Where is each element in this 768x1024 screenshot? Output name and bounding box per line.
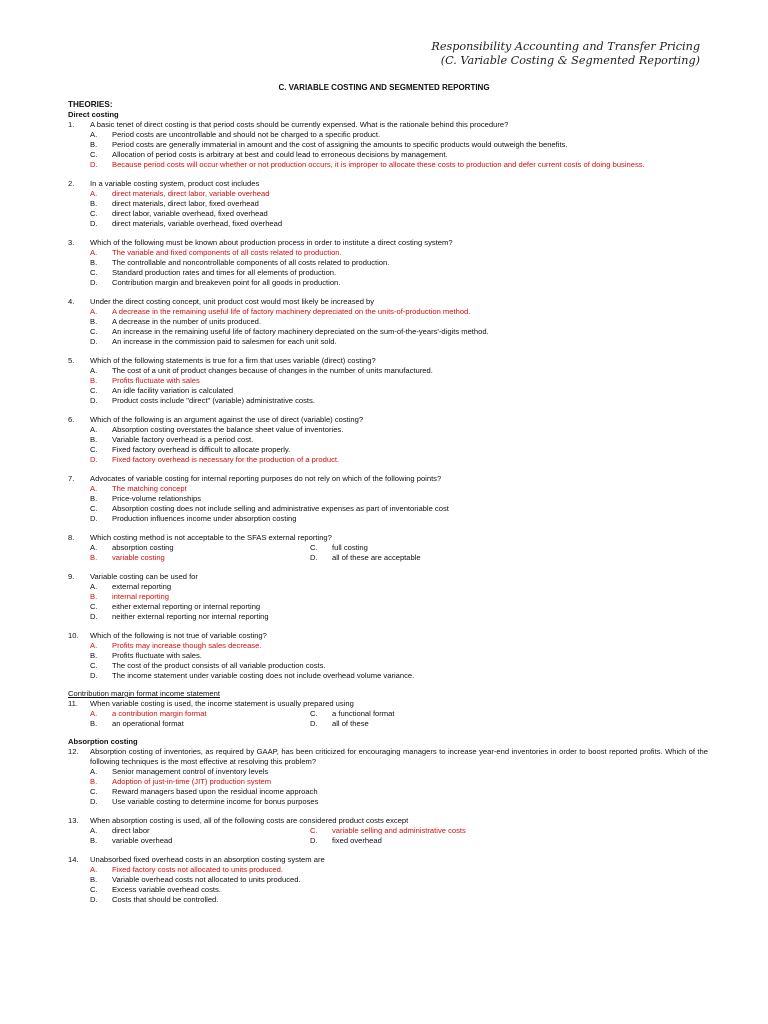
option <box>90 612 708 622</box>
option <box>90 150 708 160</box>
answer-option <box>310 826 708 836</box>
option-letter: A. <box>90 826 98 835</box>
option-letter: A. <box>90 189 98 198</box>
option-text: direct materials, variable overhead, fixed overhead <box>112 219 283 228</box>
option <box>90 836 310 846</box>
question-text: Which of the following is an argument against the use of direct (variable) costing? <box>90 415 364 424</box>
option-letter: B. <box>90 553 98 562</box>
option-text: Profits fluctuate with sales. <box>112 651 202 660</box>
option-letter: C. <box>310 826 318 835</box>
question-11 <box>68 699 708 729</box>
option <box>90 651 708 661</box>
option-text: fixed overhead <box>332 836 382 845</box>
option-text: direct materials, direct labor, fixed overhead <box>112 199 259 208</box>
option-text: Variable factory overhead is a period cost. <box>112 435 254 444</box>
option <box>90 787 708 797</box>
option-letter: D. <box>90 895 98 904</box>
option-letter: C. <box>90 209 98 218</box>
option-text: either external reporting or internal reporting <box>112 602 261 611</box>
option <box>90 602 708 612</box>
option <box>90 209 708 219</box>
option-text: all of these are acceptable <box>332 553 421 562</box>
option-letter: B. <box>90 317 98 326</box>
option-letter: C. <box>90 504 98 513</box>
option-text: An idle facility variation is calculated <box>112 386 234 395</box>
option-text: variable costing <box>112 553 165 562</box>
option-letter: D. <box>90 160 98 169</box>
option <box>90 504 708 514</box>
option-text: Because period costs will occur whether or not production occurs, it is improper to allocate these costs to production and defer current costs of doing business. <box>112 160 645 169</box>
question-5 <box>68 356 708 406</box>
option-letter: B. <box>90 140 98 149</box>
option-text: neither external reporting nor internal reporting <box>112 612 269 621</box>
option-letter: C. <box>90 327 98 336</box>
option <box>90 435 708 445</box>
option <box>90 767 708 777</box>
option <box>90 885 708 895</box>
option-text: Reward managers based upon the residual income approach <box>112 787 318 796</box>
option <box>90 327 708 337</box>
option-letter: B. <box>90 376 98 385</box>
option-letter: C. <box>90 386 98 395</box>
option-letter: B. <box>90 592 98 601</box>
option <box>90 445 708 455</box>
header-line-1: Responsibility Accounting and Transfer Pricing <box>431 40 700 53</box>
option-letter: A. <box>90 865 98 874</box>
options-grid <box>68 709 708 729</box>
question-number: 1. <box>68 120 75 129</box>
option-letter: A. <box>90 641 98 650</box>
option-text: A decrease in the number of units produced. <box>112 317 262 326</box>
option-letter: A. <box>90 543 98 552</box>
option-text: Contribution margin and breakeven point for all goods in production. <box>112 278 341 287</box>
question-12 <box>68 747 708 807</box>
option <box>310 719 708 729</box>
option-letter: A. <box>90 425 98 434</box>
option-letter: A. <box>90 582 98 591</box>
option <box>310 709 708 719</box>
option <box>90 258 708 268</box>
option-text: Price-volume relationships <box>112 494 202 503</box>
question-text: Unabsorbed fixed overhead costs in an absorption costing system are <box>90 855 325 864</box>
option-text: Allocation of period costs is arbitrary at best and could lead to erroneous decisions by management. <box>112 150 448 159</box>
answer-option <box>90 865 708 875</box>
question-text: When absorption costing is used, all of the following costs are considered product costs except <box>90 816 409 825</box>
answer-option <box>90 641 708 651</box>
question-text: Which of the following is not true of variable costing? <box>90 631 267 640</box>
question-number: 10. <box>68 631 79 640</box>
question-number: 3. <box>68 238 75 247</box>
answer-option <box>90 189 708 199</box>
question-number: 12. <box>68 747 79 756</box>
option <box>90 494 708 504</box>
option-letter: B. <box>90 258 98 267</box>
option <box>310 836 708 846</box>
option <box>90 317 708 327</box>
option-letter: C. <box>90 150 98 159</box>
question-text: Under the direct costing concept, unit product cost would most likely be increased by <box>90 297 375 306</box>
question-10 <box>68 631 708 681</box>
option-letter: B. <box>90 719 98 728</box>
option <box>90 797 708 807</box>
question-1 <box>68 120 708 170</box>
option-text: variable overhead <box>112 836 173 845</box>
option-text: Fixed factory costs not allocated to units produced. <box>112 865 283 874</box>
option-text: absorption costing <box>112 543 174 552</box>
option-text: Product costs include "direct" (variable) administrative costs. <box>112 396 315 405</box>
question-number: 5. <box>68 356 75 365</box>
answer-option <box>90 376 708 386</box>
option-text: The controllable and noncontrollable components of all costs related to production. <box>112 258 390 267</box>
option <box>310 553 708 563</box>
option-text: external reporting <box>112 582 172 591</box>
option-letter: B. <box>90 651 98 660</box>
option <box>90 396 708 406</box>
option-letter: B. <box>90 494 98 503</box>
option-letter: D. <box>90 514 98 523</box>
option <box>90 366 708 376</box>
option-letter: D. <box>310 719 318 728</box>
option-text: Profits fluctuate with sales <box>112 376 200 385</box>
option-letter: B. <box>90 199 98 208</box>
option-letter: B. <box>90 875 98 884</box>
question-text: Which of the following statements is true for a firm that uses variable (direct) costing? <box>90 356 376 365</box>
question-8 <box>68 533 708 563</box>
option-text: The income statement under variable costing does not include overhead volume variance. <box>112 671 415 680</box>
option-letter: D. <box>90 671 98 680</box>
option-letter: A. <box>90 366 98 375</box>
option-text: Costs that should be controlled. <box>112 895 219 904</box>
option-text: Absorption costing overstates the balance sheet value of inventories. <box>112 425 344 434</box>
question-7 <box>68 474 708 524</box>
option-text: Absorption costing does not include selling and administrative expenses as part of inventoriable cost <box>112 504 449 513</box>
option-text: The cost of the product consists of all variable production costs. <box>112 661 326 670</box>
direct-costing-heading: Direct costing <box>68 110 119 119</box>
option-letter: C. <box>90 445 98 454</box>
option-text: Variable overhead costs not allocated to units produced. <box>112 875 301 884</box>
question-14 <box>68 855 708 905</box>
option-letter: A. <box>90 709 98 718</box>
option-text: all of these <box>332 719 369 728</box>
question-number: 11. <box>68 699 78 708</box>
option-text: a contribution margin format <box>112 709 207 718</box>
question-number: 4. <box>68 297 75 306</box>
option <box>90 875 708 885</box>
option-letter: D. <box>90 797 98 806</box>
question-number: 9. <box>68 572 75 581</box>
option-text: Use variable costing to determine income for bonus purposes <box>112 797 319 806</box>
question-9 <box>68 572 708 622</box>
option-letter: D. <box>90 396 98 405</box>
option-text: internal reporting <box>112 592 169 601</box>
option-text: The variable and fixed components of all costs related to production. <box>112 248 342 257</box>
option-text: direct labor, variable overhead, fixed overhead <box>112 209 268 218</box>
question-2 <box>68 179 708 229</box>
question-number: 13. <box>68 816 79 825</box>
question-text: Which of the following must be known about production process in order to institute a direct costing system? <box>90 238 453 247</box>
option-text: Senior management control of inventory levels <box>112 767 269 776</box>
option <box>310 543 708 553</box>
option-letter: C. <box>90 268 98 277</box>
option-letter: D. <box>90 612 98 621</box>
option <box>90 826 310 836</box>
answer-option <box>90 307 708 317</box>
option <box>90 130 708 140</box>
option <box>90 719 310 729</box>
option-letter: B. <box>90 836 98 845</box>
absorption-costing-heading: Absorption costing <box>68 737 138 746</box>
question-text: Which costing method is not acceptable to the SFAS external reporting? <box>90 533 332 542</box>
option-text: An increase in the commission paid to salesmen for each unit sold. <box>112 337 337 346</box>
option-text: Fixed factory overhead is necessary for the production of a product. <box>112 455 340 464</box>
option-letter: A. <box>90 484 98 493</box>
question-6 <box>68 415 708 465</box>
options-grid <box>68 543 708 563</box>
option-letter: A. <box>90 307 98 316</box>
question-13 <box>68 816 708 846</box>
option-text: Fixed factory overhead is difficult to allocate properly. <box>112 445 291 454</box>
document-title: C. VARIABLE COSTING AND SEGMENTED REPORTING <box>278 83 490 92</box>
option <box>90 671 708 681</box>
option-text: Standard production rates and times for all elements of production. <box>112 268 337 277</box>
option-letter: B. <box>90 435 98 444</box>
running-header <box>431 40 700 68</box>
option-text: A decrease in the remaining useful life of factory machinery depreciated on the units-of-production method. <box>112 307 471 316</box>
answer-option <box>90 484 708 494</box>
option <box>90 543 310 553</box>
option-letter: A. <box>90 130 98 139</box>
question-text: Absorption costing of inventories, as required by GAAP, has been criticized for encouraging managers to increase year-end inventories in order to boost reported profits. Which of the following techniques is the most effective at resolving this problem? <box>90 747 708 766</box>
option-letter: C. <box>90 787 98 796</box>
option-letter: D. <box>90 337 98 346</box>
question-number: 7. <box>68 474 75 483</box>
option-text: Excess variable overhead costs. <box>112 885 221 894</box>
option-text: Adoption of just-in-time (JIT) production system <box>112 777 272 786</box>
question-number: 8. <box>68 533 75 542</box>
answer-option <box>90 553 310 563</box>
option-letter: C. <box>90 661 98 670</box>
option-letter: C. <box>310 709 318 718</box>
option-text: Profits may increase though sales decrease. <box>112 641 262 650</box>
option-text: direct materials, direct labor, variable overhead <box>112 189 270 198</box>
option-text: a functional format <box>332 709 395 718</box>
question-number: 2. <box>68 179 75 188</box>
answer-option <box>90 592 708 602</box>
option-letter: D. <box>310 553 318 562</box>
option-text: full costing <box>332 543 368 552</box>
option-letter: C. <box>310 543 318 552</box>
option-letter: D. <box>90 278 98 287</box>
option <box>90 514 708 524</box>
option <box>90 425 708 435</box>
option-text: direct labor <box>112 826 150 835</box>
option <box>90 895 708 905</box>
option <box>90 219 708 229</box>
option <box>90 199 708 209</box>
answer-option <box>90 455 708 465</box>
header-line-2: (C. Variable Costing & Segmented Reporting) <box>440 54 700 67</box>
option-text: The matching concept <box>112 484 187 493</box>
option-letter: C. <box>90 602 98 611</box>
option-text: an operational format <box>112 719 184 728</box>
option-text: Period costs are uncontrollable and should not be charged to a specific product. <box>112 130 381 139</box>
option <box>90 268 708 278</box>
option <box>90 278 708 288</box>
answer-option <box>90 248 708 258</box>
option-letter: D. <box>90 219 98 228</box>
option <box>90 661 708 671</box>
option-letter: A. <box>90 767 98 776</box>
option <box>90 386 708 396</box>
options-grid <box>68 826 708 846</box>
question-text: Variable costing can be used for <box>90 572 198 581</box>
question-number: 6. <box>68 415 75 424</box>
question-4 <box>68 297 708 347</box>
contribution-margin-heading: Contribution margin format income statement <box>68 689 220 698</box>
question-number: 14. <box>68 855 79 864</box>
option <box>90 140 708 150</box>
option-letter: A. <box>90 248 98 257</box>
answer-option <box>90 160 708 170</box>
option-letter: B. <box>90 777 98 786</box>
question-text: Advocates of variable costing for internal reporting purposes do not rely on which of the following points? <box>90 474 442 483</box>
content <box>68 100 708 905</box>
option-text: Period costs are generally immaterial in amount and the cost of assigning the amounts to specific products would outweigh the benefits. <box>112 140 568 149</box>
answer-option <box>90 777 708 787</box>
question-text: A basic tenet of direct costing is that period costs should be currently expensed. What is the rationale behind this procedure? <box>90 120 509 129</box>
option-text: Production influences income under absorption costing <box>112 514 297 523</box>
option-letter: C. <box>90 885 98 894</box>
option-text: variable selling and administrative costs <box>332 826 466 835</box>
option-letter: D. <box>310 836 318 845</box>
option <box>90 582 708 592</box>
answer-option <box>90 709 310 719</box>
option-text: An increase in the remaining useful life of factory machinery depreciated on the sum-of-the-years'-digits method. <box>112 327 489 336</box>
question-3 <box>68 238 708 288</box>
question-text: In a variable costing system, product cost includes <box>90 179 260 188</box>
option-text: The cost of a unit of product changes because of changes in the number of units manufactured. <box>112 366 433 375</box>
option <box>90 337 708 347</box>
theories-heading: THEORIES: <box>68 100 113 109</box>
question-text: When variable costing is used, the income statement is usually prepared using <box>90 699 354 708</box>
option-letter: D. <box>90 455 98 464</box>
